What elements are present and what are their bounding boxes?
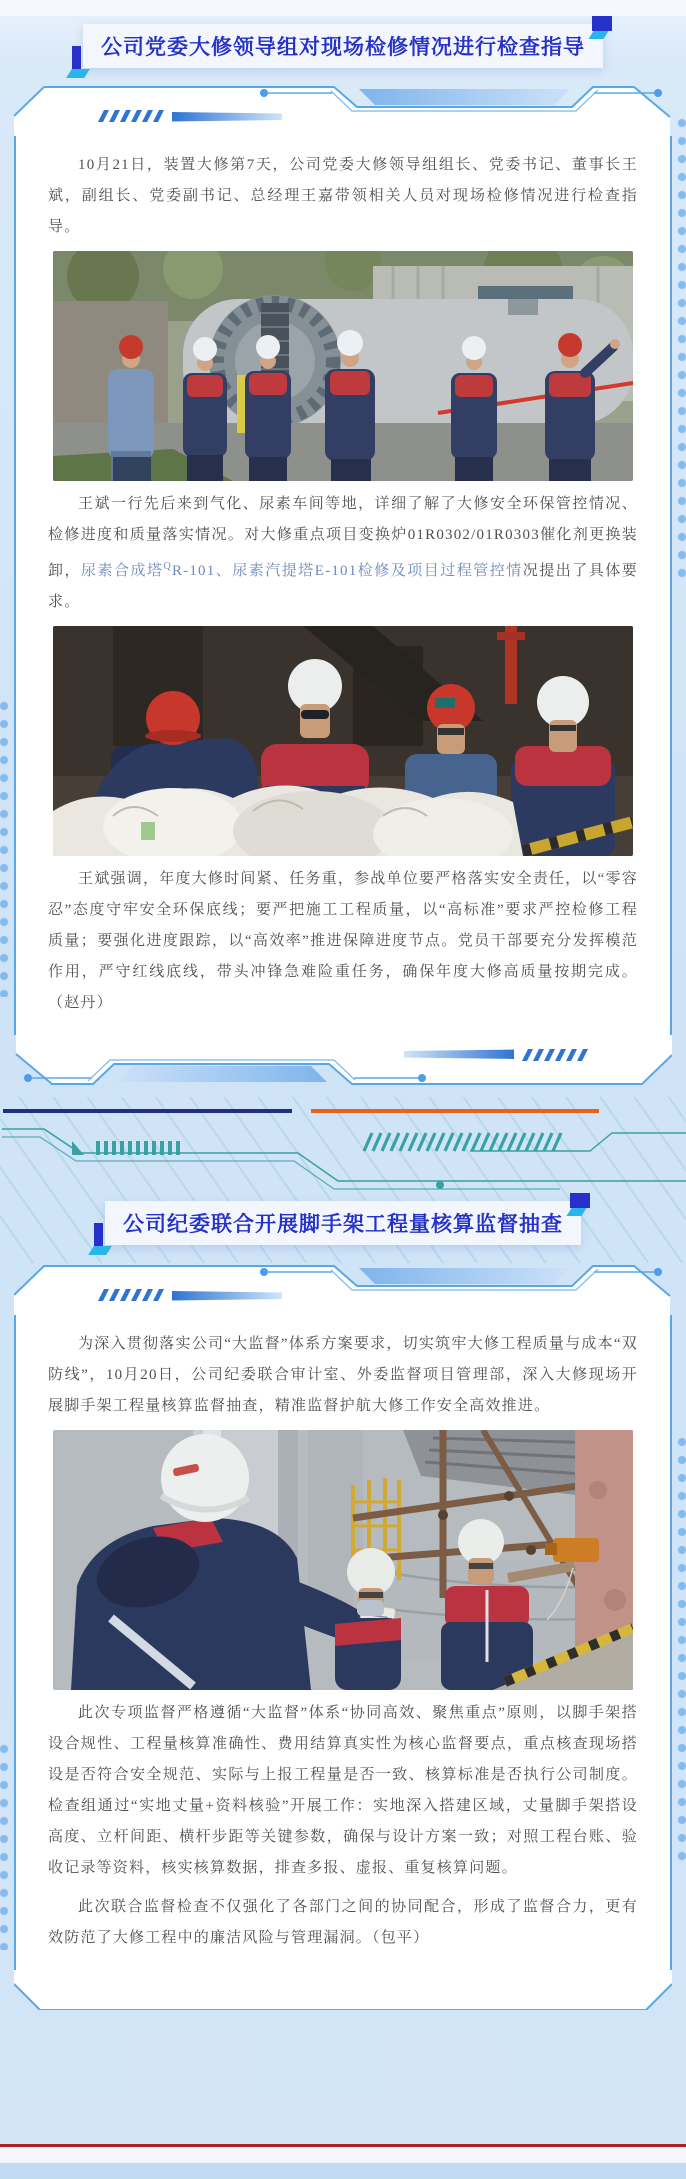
- top-strip: [0, 0, 686, 16]
- superscript-q: Q: [163, 561, 172, 572]
- article2-card: [14, 1263, 672, 2010]
- divider-line-navy: [3, 1109, 292, 1113]
- banner-accent-navy-left: [72, 46, 81, 70]
- article1-card: [14, 84, 672, 1087]
- photo-inspection-group: [53, 251, 633, 481]
- article2-paragraph-2: 此次专项监督严格遵循“大监督”体系“协同高效、聚焦重点”原则，以脚手架搭设合规性、工程量核算准确性、费用结算真实性为核心监督要点，重点核查现场搭设是否符合安全规范、实际与上报工程量是否一致、核算标准是否执行公司制度。检查组通过“实地丈量+资料核验”开展工作：实地深入搭建区域，丈量脚手架搭设高度、立杆间距、横杆步距等关键参数，确保与设计方案一致；对照工程台账、验收记录等资料，核实核算数据，排查多报、虚报、重复核算问题。: [48, 1705, 638, 1876]
- banner-accent-navy-left: [94, 1223, 103, 1247]
- divider-line-orange: [311, 1109, 599, 1113]
- divider-lines: [0, 1109, 686, 1113]
- article1-paragraph-2-end: 况提出了具体要求。: [48, 563, 638, 610]
- article1-title-banner: [83, 24, 603, 68]
- card-top-decoration: [14, 84, 672, 136]
- banner-accent-cyan-left: [66, 69, 90, 78]
- article2-title: 公司纪委联合开展脚手架工程量核算监督抽查: [123, 1213, 563, 1236]
- article2-title-banner: [105, 1201, 581, 1245]
- equipment-link[interactable]: [81, 563, 523, 579]
- banner-accent-navy-right: [592, 16, 612, 31]
- banner-accent-cyan-right: [589, 31, 609, 39]
- article1-body: [14, 136, 672, 1035]
- photo-site-discussion: [53, 626, 633, 856]
- bottom-blue-strip: [0, 2163, 686, 2179]
- article2-body: [14, 1315, 672, 1970]
- card-bottom-decoration: [14, 1035, 672, 1087]
- circuit-decoration: [0, 1123, 686, 1191]
- article2-paragraph-1: 为深入贯彻落实公司“大监督”体系方案要求，切实筑牢大修工程质量与成本“双防线”，10月20日，公司纪委联合审计室、外委监督项目管理部，深入大修现场开展脚手架工程量核算监督抽查，精准监督护航大修工作安全高效推进。: [48, 1336, 638, 1414]
- article2-paragraph-3: 此次联合监督检查不仅强化了各部门之间的协同配合，形成了监督合力，更有效防范了大修工程中的廉洁风险与管理漏洞。（包平）: [48, 1899, 638, 1946]
- article1-paragraph-2-text: 王斌一行先后来到气化、尿素车间等地，详细了解了大修安全环保管控情况、检修进度和质量落实情况。对大修重点项目变换炉01R0302/01R0303催化剂更换装卸，: [48, 496, 638, 579]
- bottom-white-band: [0, 2147, 686, 2163]
- bottom-red-divider: [0, 2144, 686, 2147]
- banner-accent-navy-right: [570, 1193, 590, 1208]
- section-divider: [0, 1097, 686, 1263]
- card-top-decoration: [14, 1263, 672, 1315]
- equipment-link-text: 尿素合成塔: [81, 563, 164, 579]
- article2-title-banner-row: [0, 1201, 686, 1245]
- equipment-link-rest: R-101、尿素汽提塔E-101检修及项目过程管控情: [171, 563, 523, 579]
- article1-title-banner-row: [0, 24, 686, 68]
- photo-scaffold-inspection: [53, 1430, 633, 1690]
- dot-column-right: [674, 1433, 686, 1863]
- dot-column-left: [0, 697, 12, 997]
- dot-column-left: [0, 1740, 12, 1950]
- banner-accent-cyan-left: [88, 1246, 112, 1255]
- article1-paragraph-3: 王斌强调，年度大修时间紧、任务重，参战单位要严格落实安全责任，以“零容忍”态度守牢安全环保底线；要严把施工工程质量，以“高标准”要求严控检修工程质量；要强化进度跟踪，以“高效率”推进保障进度节点。党员干部要充分发挥模范作用，严守红线底线，带头冲锋急难险重任务，确保年度大修高质量按期完成。（赵丹）: [48, 871, 638, 1011]
- article1-paragraph-1: 10月21日，装置大修第7天，公司党委大修领导组组长、党委书记、董事长王斌，副组长、党委副书记、总经理王嘉带领相关人员对现场检修情况进行检查指导。: [48, 157, 638, 235]
- article1-title: 公司党委大修领导组对现场检修情况进行检查指导: [101, 36, 585, 59]
- article1-paragraph-2: [48, 489, 638, 618]
- card-bottom-border: [14, 1970, 672, 2010]
- dot-column-right: [674, 114, 686, 584]
- banner-accent-cyan-right: [567, 1208, 587, 1216]
